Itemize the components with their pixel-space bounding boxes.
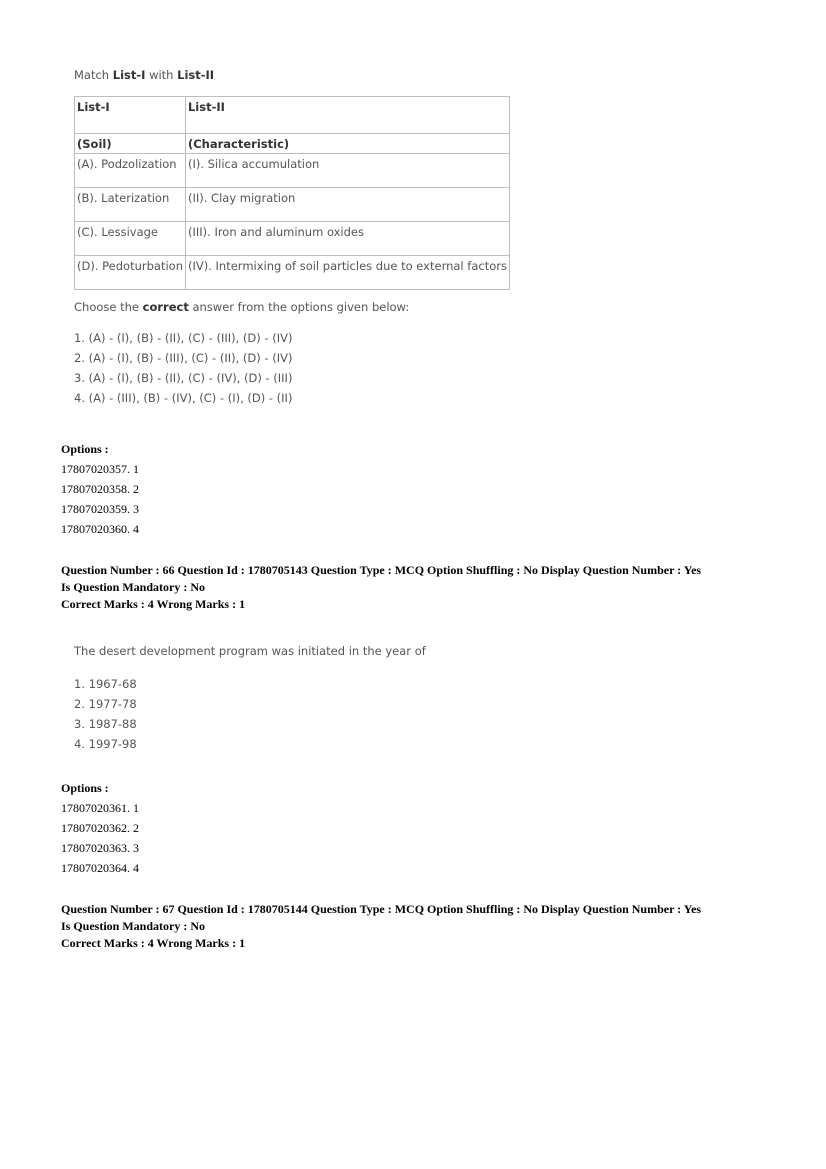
question-66-options	[61, 778, 139, 878]
meta-line: Correct Marks : 4 Wrong Marks : 1	[61, 936, 246, 950]
intro-mid: with	[145, 68, 178, 82]
meta-line: Question Number : 67 Question Id : 1780705144 Question Type : MCQ Option Shuffling : No Display Question Number : Yes	[61, 902, 702, 916]
question-65-intro	[74, 68, 510, 82]
option-id: 17807020359. 3	[61, 502, 139, 516]
list-item: 2. 1977-78	[74, 697, 137, 711]
answer-choices	[74, 674, 426, 754]
answer-choices	[74, 328, 510, 408]
table-subheader-cell: (Characteristic)	[185, 134, 509, 154]
table-row	[75, 154, 510, 188]
list-item: 1. (A) - (I), (B) - (II), (C) - (III), (D) - (IV)	[74, 331, 293, 345]
list-item: 4. 1997-98	[74, 737, 137, 751]
choose-prefix: Choose the	[74, 300, 143, 314]
question-66-meta	[61, 562, 781, 613]
table-header-cell: List-I	[75, 97, 186, 134]
list-item: 4. (A) - (III), (B) - (IV), (C) - (I), (D) - (II)	[74, 391, 293, 405]
table-header-cell: List-II	[185, 97, 509, 134]
table-row	[75, 256, 510, 290]
choose-bold: correct	[142, 300, 189, 314]
table-cell: (A). Podzolization	[75, 154, 186, 188]
question-67-meta	[61, 901, 781, 952]
table-cell: (I). Silica accumulation	[185, 154, 509, 188]
table-cell: (C). Lessivage	[75, 222, 186, 256]
choose-instruction	[74, 300, 510, 314]
table-cell: (IV). Intermixing of soil particles due to external factors	[185, 256, 509, 290]
option-id: 17807020357. 1	[61, 462, 139, 476]
question-65-image	[74, 68, 510, 408]
question-66-text: The desert development program was initiated in the year of	[74, 644, 426, 658]
options-label: Options :	[61, 781, 109, 795]
meta-line: Correct Marks : 4 Wrong Marks : 1	[61, 597, 246, 611]
list-item: 2. (A) - (I), (B) - (III), (C) - (II), (D) - (IV)	[74, 351, 293, 365]
question-65-options	[61, 439, 139, 539]
options-label: Options :	[61, 442, 109, 456]
question-66-image	[74, 644, 426, 754]
table-header-row	[75, 97, 510, 134]
intro-prefix: Match	[74, 68, 113, 82]
meta-line: Question Number : 66 Question Id : 1780705143 Question Type : MCQ Option Shuffling : No Display Question Number : Yes	[61, 563, 702, 577]
table-row	[75, 222, 510, 256]
table-subheader-row	[75, 134, 510, 154]
option-id: 17807020362. 2	[61, 821, 139, 835]
intro-list2: List-II	[177, 68, 215, 82]
list-item: 3. 1987-88	[74, 717, 137, 731]
meta-line: Is Question Mandatory : No	[61, 580, 206, 594]
option-id: 17807020361. 1	[61, 801, 139, 815]
intro-list1: List-I	[112, 68, 146, 82]
option-id: 17807020358. 2	[61, 482, 139, 496]
meta-line: Is Question Mandatory : No	[61, 919, 206, 933]
table-row	[75, 188, 510, 222]
list-item: 3. (A) - (I), (B) - (II), (C) - (IV), (D) - (III)	[74, 371, 293, 385]
match-table	[74, 96, 510, 290]
option-id: 17807020360. 4	[61, 522, 139, 536]
table-subheader-cell: (Soil)	[75, 134, 186, 154]
table-cell: (III). Iron and aluminum oxides	[185, 222, 509, 256]
choose-suffix: answer from the options given below:	[188, 300, 410, 314]
table-cell: (II). Clay migration	[185, 188, 509, 222]
list-item: 1. 1967-68	[74, 677, 137, 691]
table-cell: (B). Laterization	[75, 188, 186, 222]
option-id: 17807020364. 4	[61, 861, 139, 875]
table-cell: (D). Pedoturbation	[75, 256, 186, 290]
option-id: 17807020363. 3	[61, 841, 139, 855]
